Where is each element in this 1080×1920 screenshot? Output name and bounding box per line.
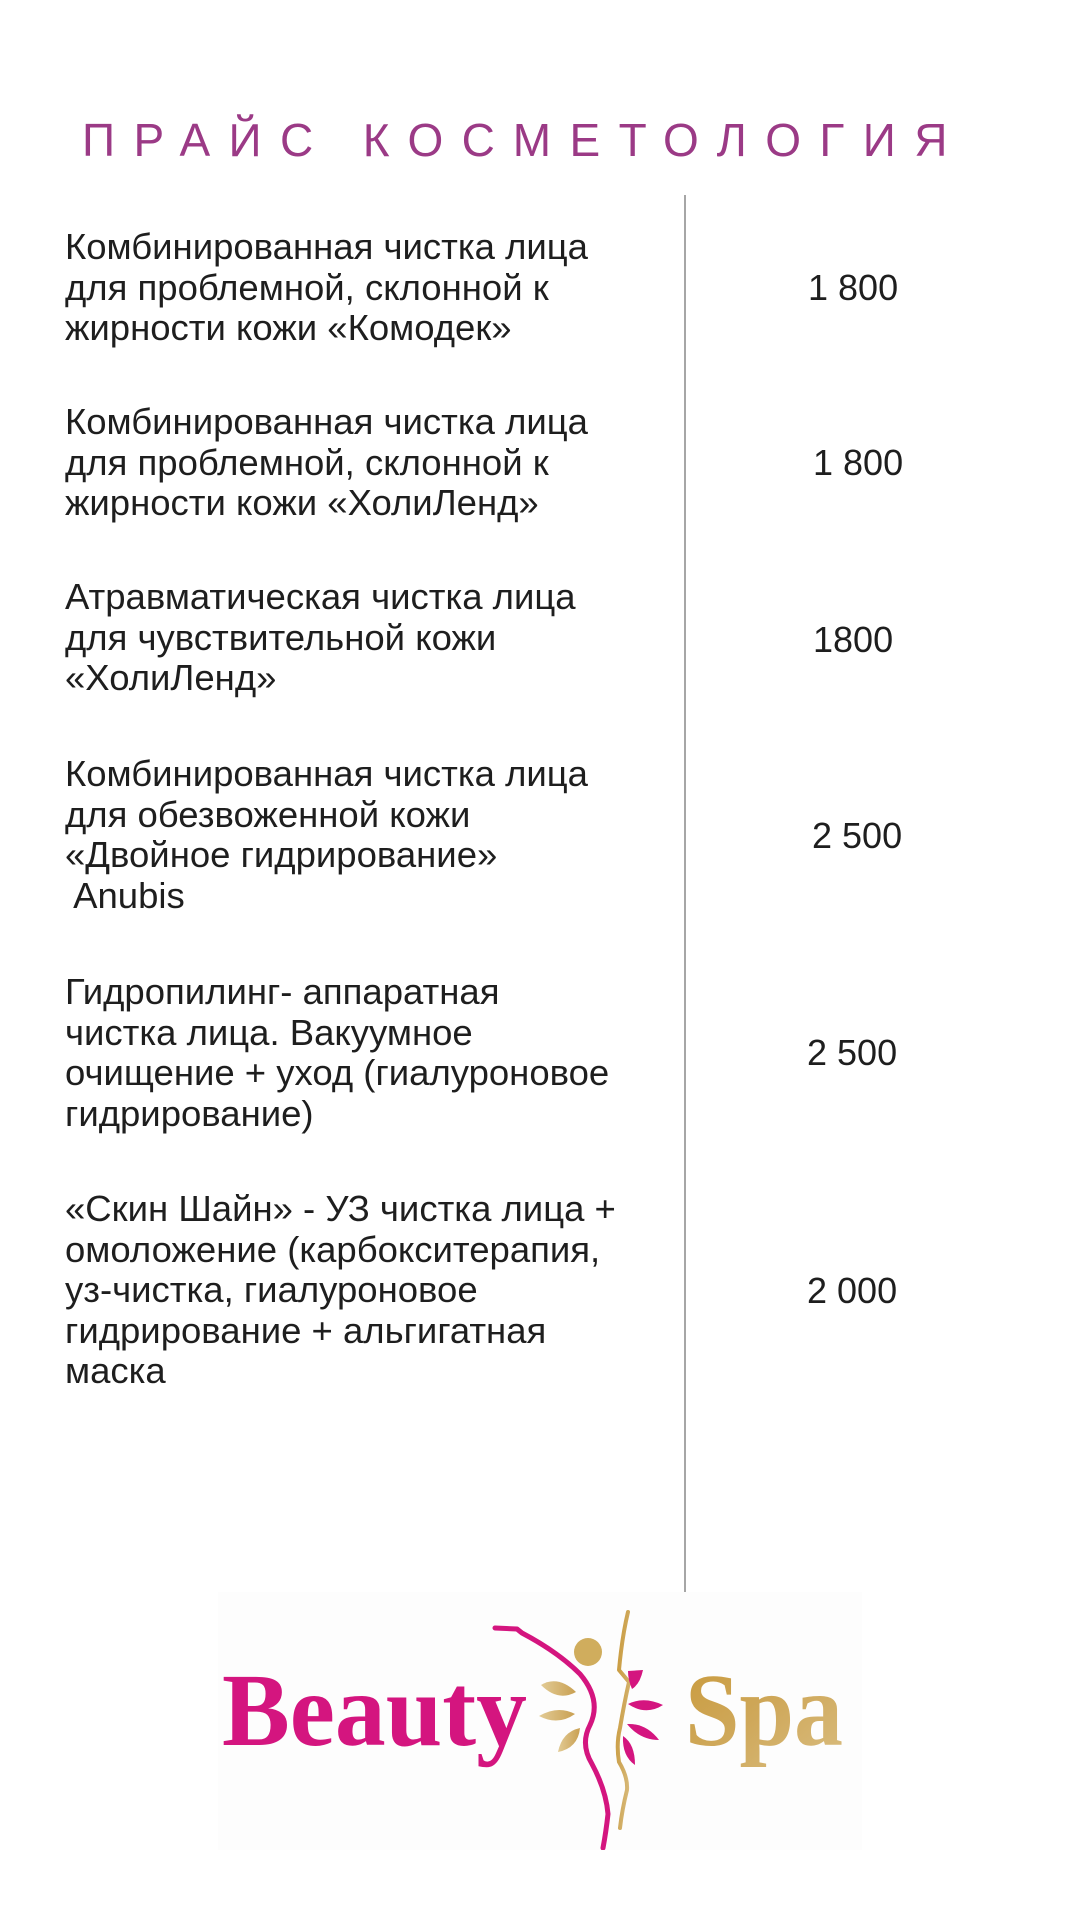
service-price: 1800 [813,619,894,660]
service-line: Гидропилинг- аппаратная [65,971,500,1012]
logo-word-beauty: Beauty [222,1653,527,1768]
service-line: гидрирование + альгигатная [65,1309,547,1351]
service-line: «Скин Шайн» - УЗ чистка лица + [65,1188,616,1229]
column-divider [684,195,686,1592]
service-price: 2 500 [807,1032,898,1073]
service-line: очищение + уход (гиалуроновое [65,1052,610,1093]
service-description [65,972,609,1134]
service-description [65,1189,616,1392]
service-description [65,754,588,916]
service-line: Комбинированная чистка лица [65,753,588,794]
service-line: «ХолиЛенд» [65,657,277,698]
beauty-spa-logo [218,1592,862,1850]
service-line: жирности кожи «Комодек» [65,307,512,348]
service-price: 2 500 [812,815,903,856]
logo-word-spa: Spa [685,1653,843,1768]
service-line: Комбинированная чистка лица [65,226,588,267]
service-description [65,402,588,524]
service-line: для обезвоженной кожи [65,793,471,835]
page-title: ПРАЙС КОСМЕТОЛОГИЯ [82,113,966,166]
service-price: 1 800 [808,267,899,308]
service-line: гидрирование) [65,1092,314,1134]
service-line: Anubis [65,874,185,916]
service-description [65,227,588,349]
service-line: маска [65,1350,166,1391]
service-line: Комбинированная чистка лица [65,401,588,442]
service-line: для чувствительной кожи [65,616,497,658]
service-price: 1 800 [813,442,904,483]
service-line: «Двойное гидрирование» [65,834,498,875]
service-line: для проблемной, склонной к [65,266,549,308]
service-line: жирности кожи «ХолиЛенд» [65,482,539,523]
service-line: чистка лица. Вакуумное [65,1011,473,1053]
service-line: омоложение (карбокситерапия, [65,1228,601,1270]
service-line: Атравматическая чистка лица [65,576,576,617]
service-line: уз-чистка, гиалуроновое [65,1269,478,1310]
service-description [65,577,576,699]
service-price: 2 000 [807,1270,898,1311]
service-line: для проблемной, склонной к [65,441,549,483]
